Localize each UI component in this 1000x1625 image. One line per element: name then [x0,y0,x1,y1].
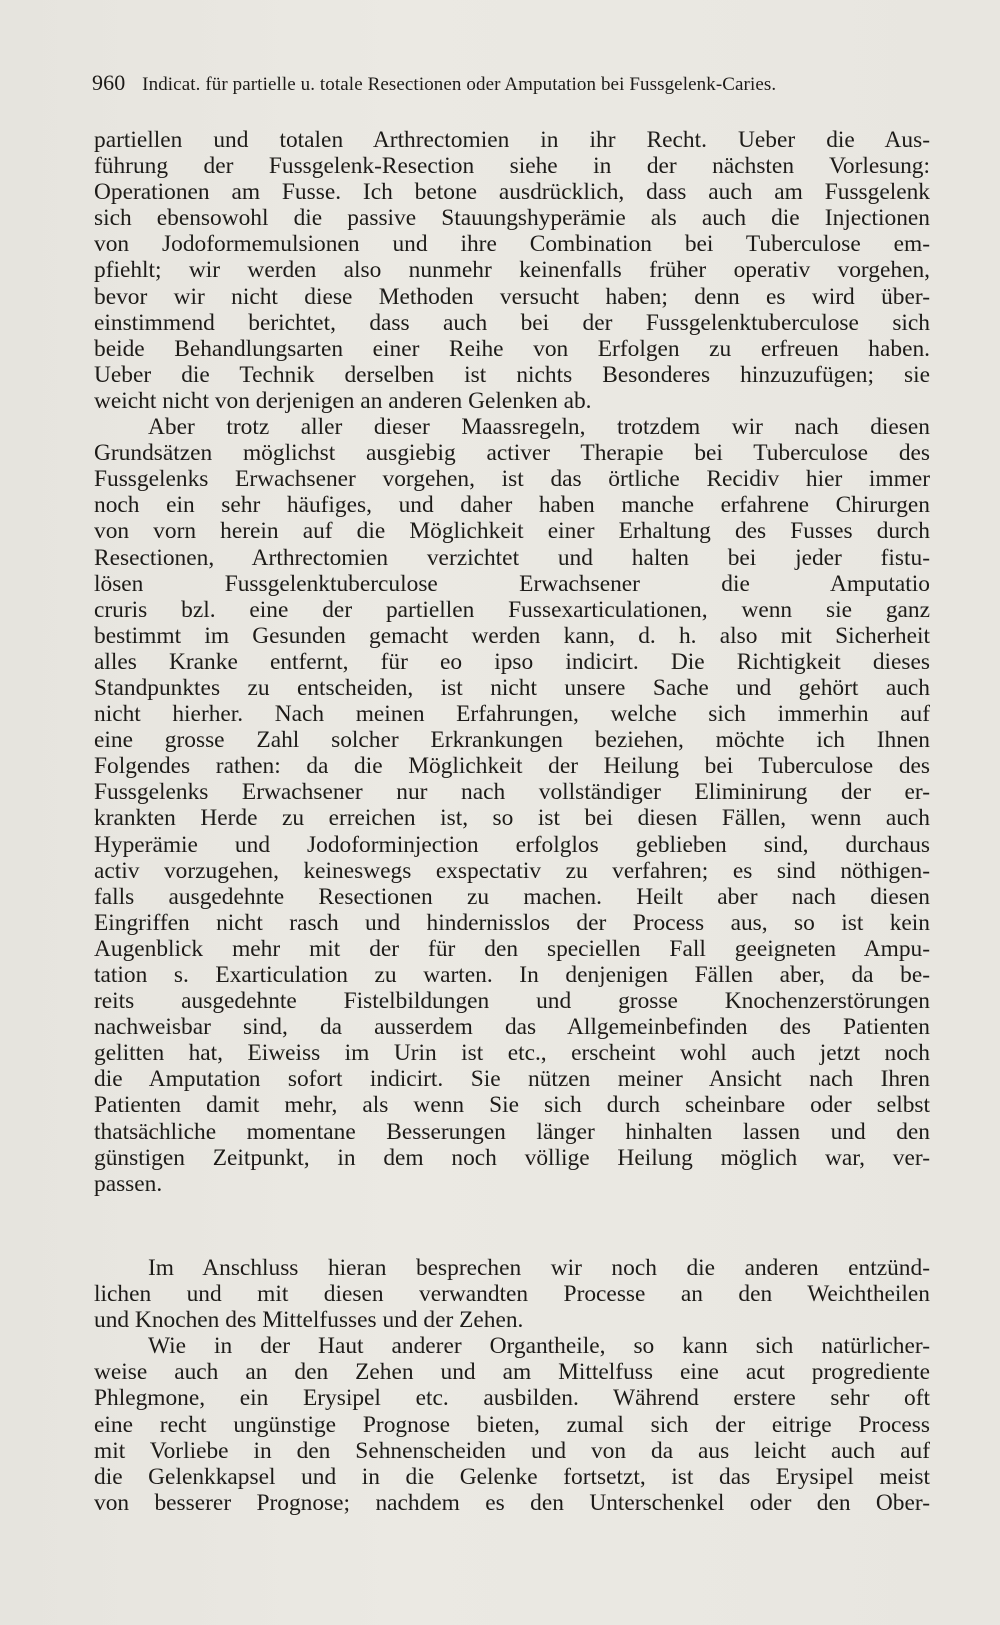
text-line: bevor wir nicht diese Methoden versucht haben; denn es wird über- [94,283,930,310]
text-line: von besserer Prognose; nachdem es den Unterschenkel oder den Ober- [94,1489,930,1516]
text-line: cruris bzl. eine der partiellen Fussexarticulationen, wenn sie ganz [94,596,930,623]
text-line: pfiehlt; wir werden also nunmehr keinenfalls früher operativ vorgehen, [94,257,930,284]
text-line: Grundsätzen möglichst ausgiebig activer Therapie bei Tuberculose des [94,440,930,467]
text-line: Augenblick mehr mit der für den speciellen Fall geeigneten Ampu- [94,935,930,962]
running-header [92,70,932,96]
text-line: Eingriffen nicht rasch und hindernisslos der Process aus, so ist kein [94,909,930,936]
text-line: tation s. Exarticulation zu warten. In denjenigen Fällen aber, da be- [94,962,930,988]
text-line: Patienten damit mehr, als wenn Sie sich durch scheinbare oder selbst [94,1092,930,1119]
text-line: passen. [94,1170,163,1197]
text-line: Fussgelenks Erwachsener nur nach vollständiger Eliminirung der er- [94,779,930,806]
text-line: gelitten hat, Eiweiss im Urin ist etc., erscheint wohl auch jetzt noch [94,1040,930,1067]
text-line: die Amputation sofort indicirt. Sie nützen meiner Ansicht nach Ihren [94,1066,930,1093]
text-line: Wie in der Haut anderer Organtheile, so kann sich natürlicher- [148,1333,930,1360]
text-line: von Jodoformemulsionen und ihre Combination bei Tuberculose em- [94,231,930,258]
text-line: die Gelenkkapsel und in die Gelenke fortsetzt, ist das Erysipel meist [94,1463,930,1490]
text-line: weise auch an den Zehen und am Mittelfuss eine acut progrediente [94,1359,930,1386]
text-line: Ueber die Technik derselben ist nichts Besonderes hinzuzufügen; sie [94,361,930,388]
text-line: lösen Fussgelenktuberculose Erwachsener die Amputatio [94,570,930,597]
text-line: und Knochen des Mittelfusses und der Zehen. [94,1307,524,1334]
text-line: mit Vorliebe in den Sehnenscheiden und von da aus leicht auch auf [94,1437,930,1464]
text-line: Phlegmone, ein Erysipel etc. ausbilden. Während erstere sehr oft [94,1385,930,1412]
text-line: Aber trotz aller dieser Maassregeln, trotzdem wir nach diesen [148,414,930,441]
text-line: lichen und mit diesen verwandten Processe an den Weichtheilen [94,1281,930,1308]
text-line: nachweisbar sind, da ausserdem das Allgemeinbefinden des Patienten [94,1014,930,1041]
text-line: falls ausgedehnte Resectionen zu machen. Heilt aber nach diesen [94,883,930,910]
text-line: noch ein sehr häufiges, und daher haben manche erfahrene Chirurgen [94,492,930,519]
text-line: beide Behandlungsarten einer Reihe von Erfolgen zu erfreuen haben. [94,335,930,362]
text-line: Resectionen, Arthrectomien verzichtet und halten bei jeder fistu- [94,544,930,571]
text-line: bestimmt im Gesunden gemacht werden kann, d. h. also mit Sicherheit [94,622,930,649]
text-line: von vorn herein auf die Möglichkeit einer Erhaltung des Fusses durch [94,518,930,545]
text-line: eine recht ungünstige Prognose bieten, zumal sich der eitrige Process [94,1411,930,1438]
text-line: partiellen und totalen Arthrectomien in ihr Recht. Ueber die Aus- [94,127,930,153]
text-line: Hyperämie und Jodoforminjection erfolglos geblieben sind, durchaus [94,831,930,858]
text-line: nicht hierher. Nach meinen Erfahrungen, welche sich immerhin auf [94,701,930,728]
text-line: Operationen am Fusse. Ich betone ausdrücklich, dass auch am Fussgelenk [94,179,930,206]
text-line: Fussgelenks Erwachsener vorgehen, ist das örtliche Recidiv hier immer [94,466,930,493]
running-title: Indicat. für partielle u. totale Resectionen oder Amputation bei Fussgelenk-Caries. [142,74,777,95]
text-line: activ vorzugehen, keineswegs exspectativ zu verfahren; es sind nöthigen- [94,857,930,884]
text-line: Im Anschluss hieran besprechen wir noch die anderen entzünd- [148,1255,930,1281]
text-line: reits ausgedehnte Fistelbildungen und grosse Knochenzerstörungen [94,988,930,1015]
text-line: weicht nicht von derjenigen an anderen Gelenken ab. [94,387,592,414]
text-line: thatsächliche momentane Besserungen länger hinhalten lassen und den [94,1118,930,1145]
text-line: eine grosse Zahl solcher Erkrankungen beziehen, möchte ich Ihnen [94,727,930,754]
page-number: 960 [92,70,126,95]
body-text-section-1 [94,127,930,1197]
text-line: einstimmend berichtet, dass auch bei der Fussgelenktuberculose sich [94,309,930,336]
text-line: krankten Herde zu erreichen ist, so ist bei diesen Fällen, wenn auch [94,805,930,832]
body-text-section-2 [94,1255,930,1516]
text-line: Folgendes rathen: da die Möglichkeit der Heilung bei Tuberculose des [94,753,930,780]
text-line: Standpunktes zu entscheiden, ist nicht unsere Sache und gehört auch [94,674,930,701]
text-line: günstigen Zeitpunkt, in dem noch völlige Heilung möglich war, ver- [94,1144,930,1171]
text-line: sich ebensowohl die passive Stauungshyperämie als auch die Injectionen [94,205,930,232]
text-line: führung der Fussgelenk-Resection siehe in der nächsten Vorlesung: [94,153,930,180]
text-line: alles Kranke entfernt, für eo ipso indicirt. Die Richtigkeit dieses [94,648,930,675]
